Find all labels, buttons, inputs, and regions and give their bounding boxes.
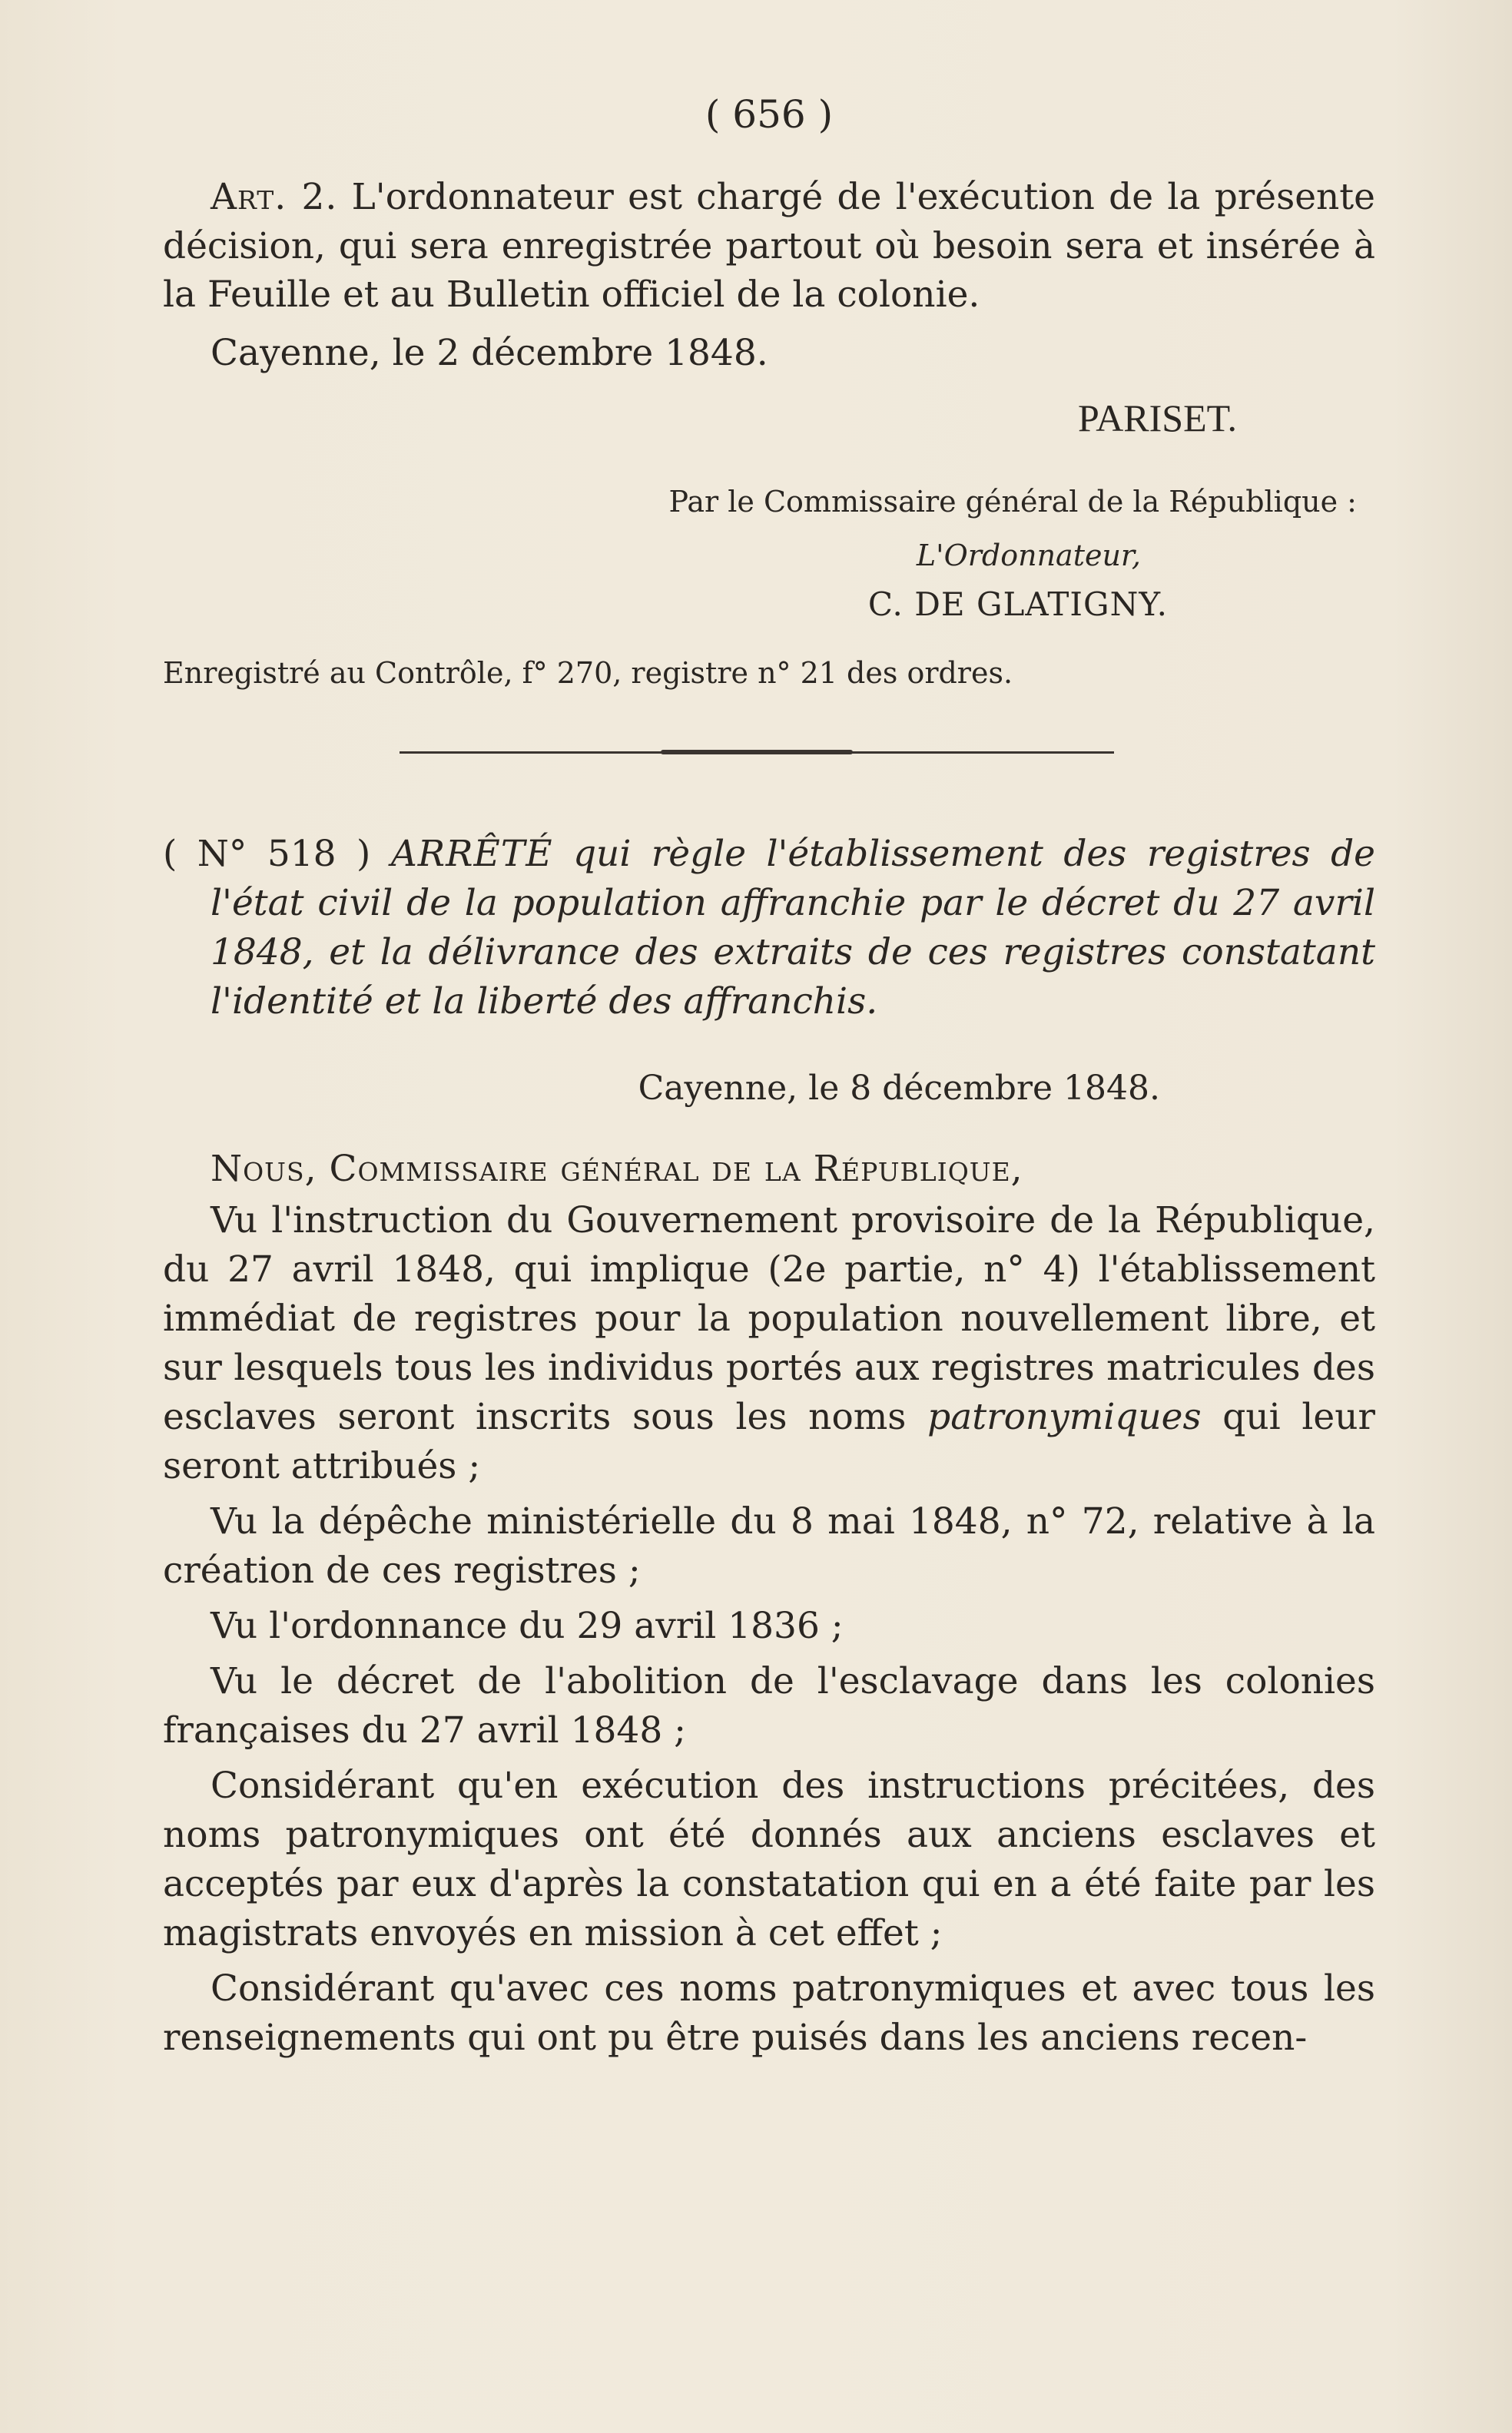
paragraph-6: Considérant qu'avec ces noms patronymiques et avec tous les renseignements qui ont pu être puisés dans les anciens recen-: [163, 1967, 1375, 2059]
article-label: Art. 2.: [211, 176, 338, 218]
paragraph-1: Vu l'instruction du Gouvernement provisoire de la République, du 27 avril 1848, qui implique (2e partie, n° 4) l'établissement immédiat de registres pour la population nouvellement libre, et sur lesquels tous les individus portés aux registres matricules des esclaves seront inscrits sous les noms patronymiques qui leur seront attribués ;: [163, 1199, 1375, 1487]
decree-heading: [163, 830, 1375, 1026]
article-2: [163, 173, 1375, 320]
nous-commissaire: Nous, Commissaire général de la République,: [211, 1148, 1023, 1190]
enregistre-note: Enregistré au Contrôle, f° 270, registre n° 21 des ordres.: [163, 656, 1013, 690]
decree-title: qui règle l'établissement des registres de l'état civil de la population affranchie par le décret du 27 avril 1848, et la délivrance des extraits de ces registres constatant l'identité et la liberté des affranchis.: [211, 833, 1375, 1023]
signature-pariset: PARISET.: [1077, 396, 1237, 439]
paragraph-2: Vu la dépêche ministérielle du 8 mai 1848, n° 72, relative à la création de ces registres ;: [163, 1500, 1375, 1592]
paragraph-5: Considérant qu'en exécution des instructions précitées, des noms patronymiques ont été donnés aux anciens esclaves et acceptés par eux d'après la constatation qui en a été faite par les magistrats envoyés en mission à cet effet ;: [163, 1765, 1375, 1954]
date-signature-1: Cayenne, le 2 décembre 1848.: [211, 332, 768, 374]
decree-number: ( N° 518 ): [163, 833, 371, 875]
separator-rule-thick: [661, 750, 853, 754]
paragraph-4: Vu le décret de l'abolition de l'esclavage dans les colonies françaises du 27 avril 1848 ;: [163, 1660, 1375, 1752]
decree-body: [163, 1196, 1375, 2063]
paragraph-3: Vu l'ordonnance du 29 avril 1836 ;: [211, 1605, 844, 1647]
par-le-commissaire: Par le Commissaire général de la République :: [668, 485, 1357, 519]
decree-title-lead: ARRÊTÉ: [390, 833, 553, 875]
page-number: ( 656 ): [705, 92, 834, 137]
ordonnateur-title: L'Ordonnateur,: [916, 539, 1141, 572]
signature-glatigny: C. DE GLATIGNY.: [867, 585, 1168, 623]
date-decree: Cayenne, le 8 décembre 1848.: [638, 1069, 1160, 1108]
article-text: L'ordonnateur est chargé de l'exécution de la présente décision, qui sera enregistrée partout où besoin sera et insérée à la Feuille et au Bulletin officiel de la colonie.: [163, 176, 1375, 316]
